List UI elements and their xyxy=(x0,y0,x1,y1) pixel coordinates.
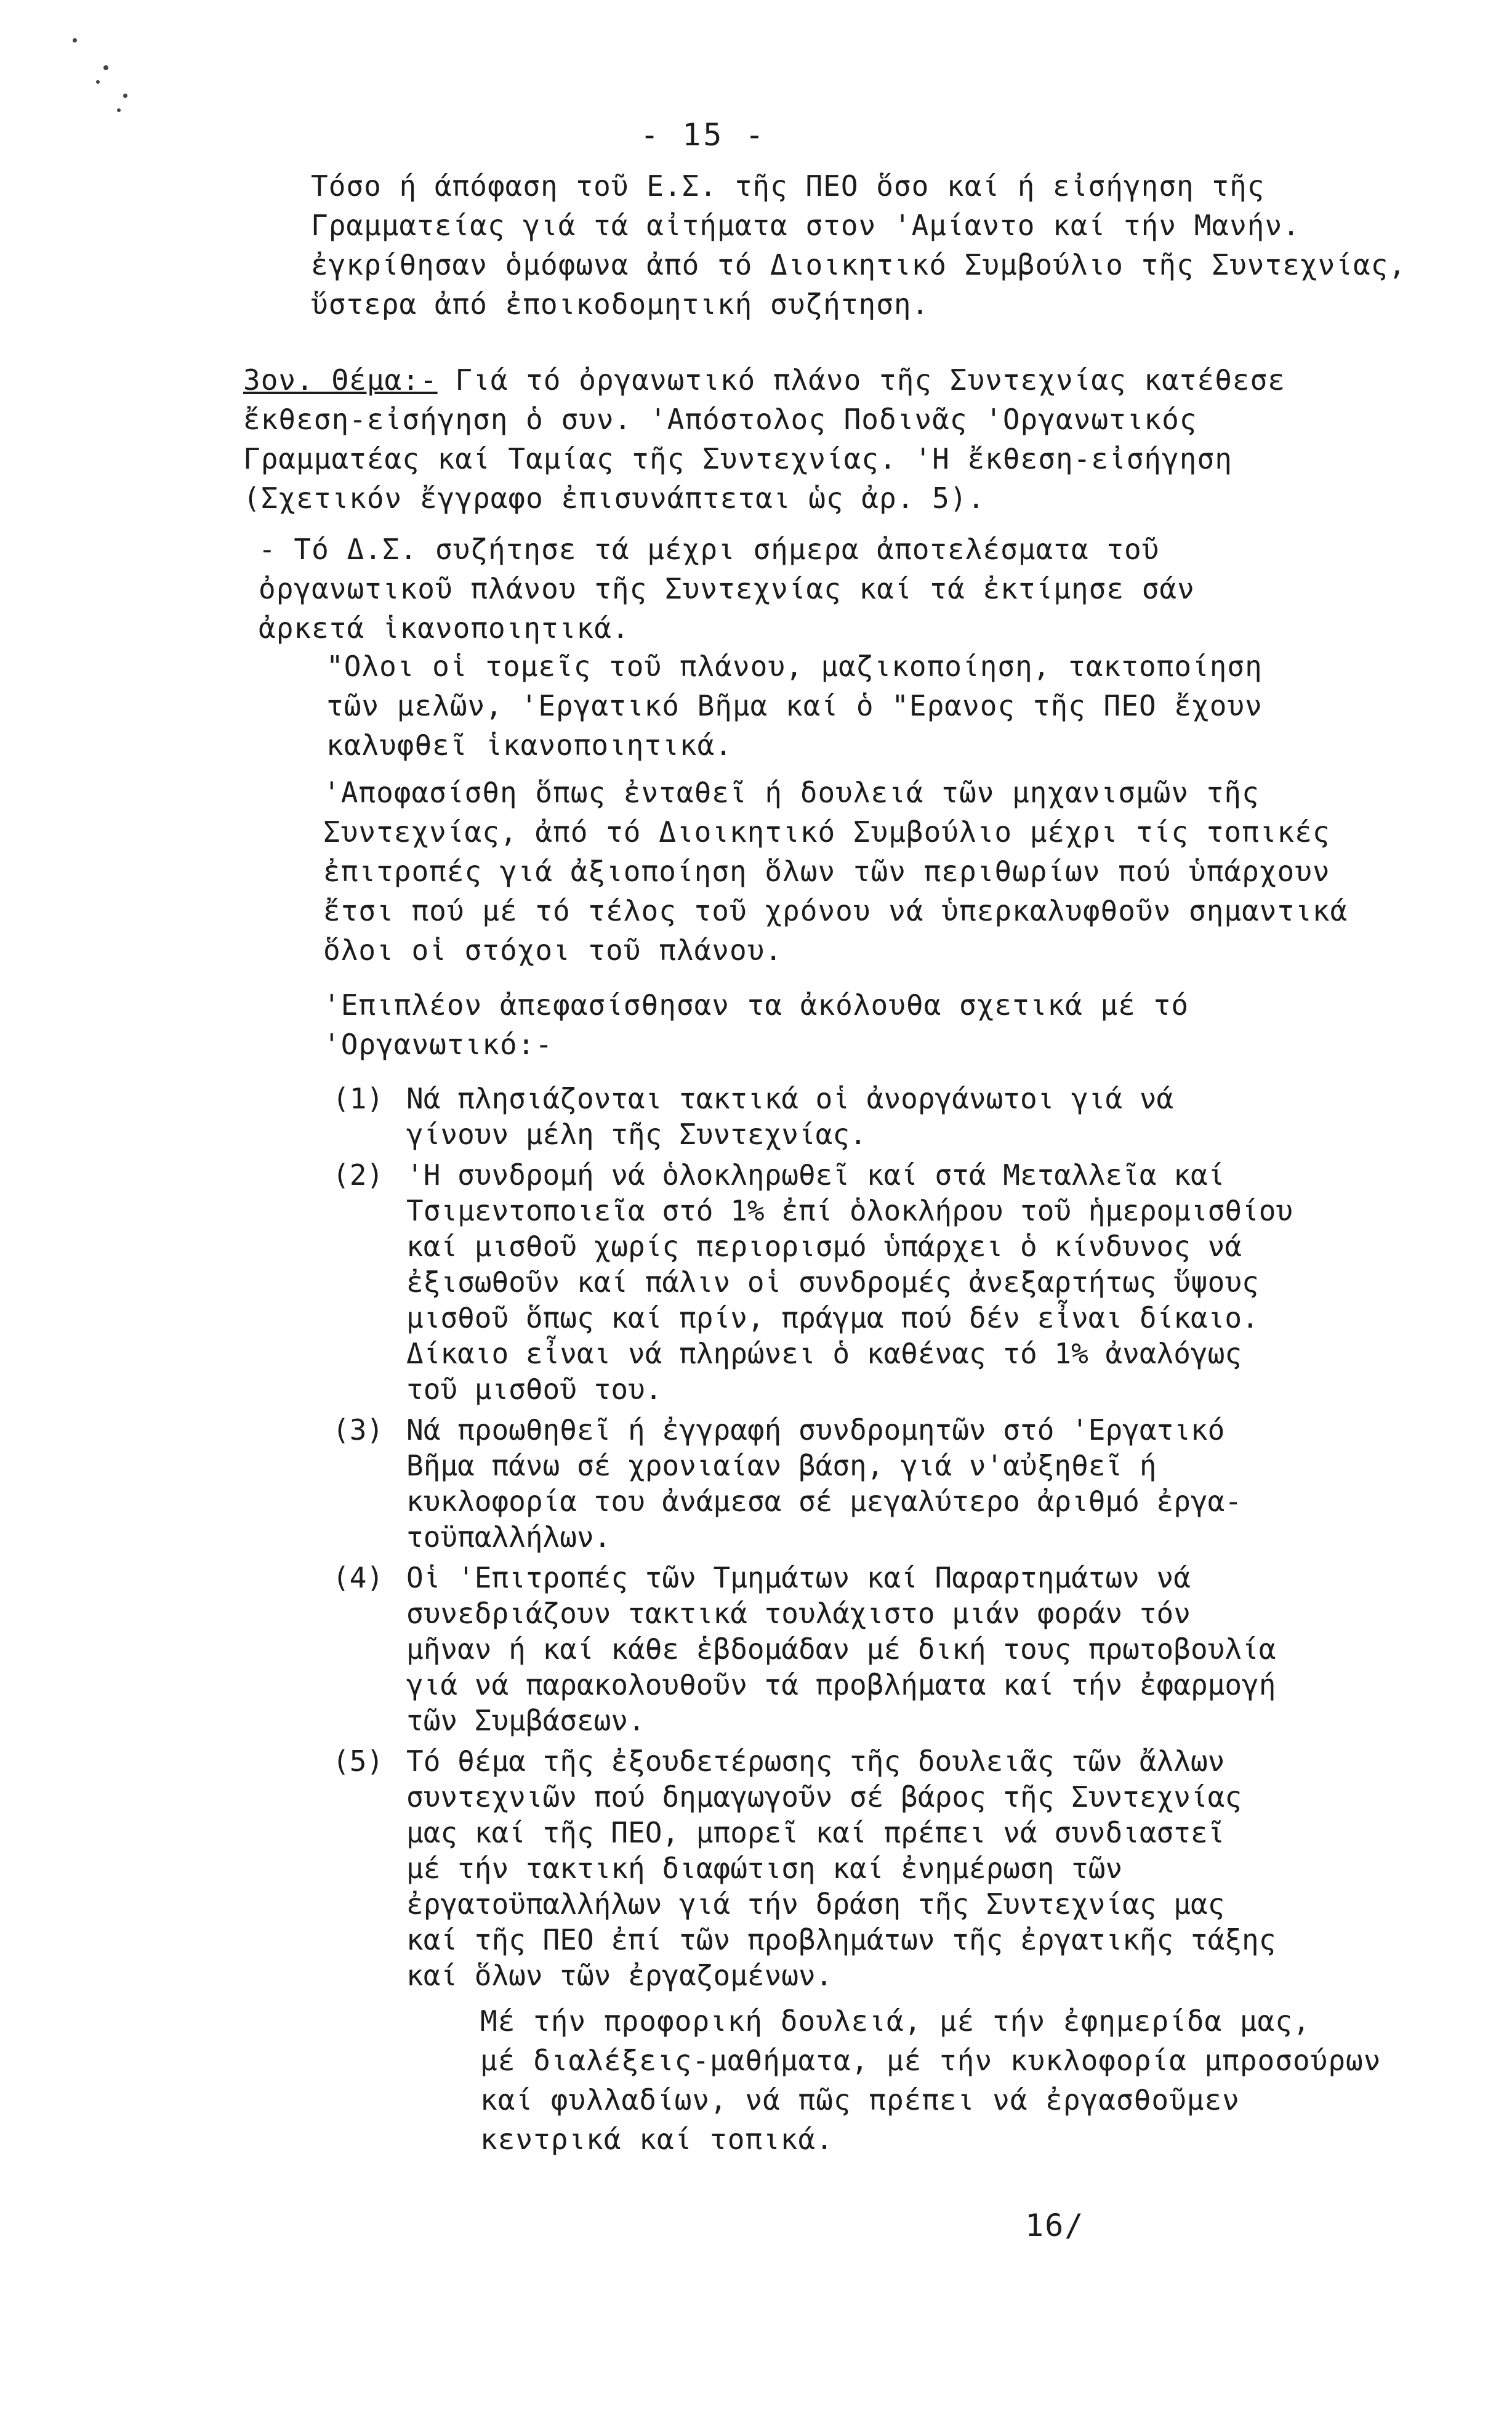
text-line: μέ τήν τακτική διαφώτιση καί ἐνημέρωση τῶν xyxy=(406,1852,1123,1885)
text-line: καί μισθοῦ χωρίς περιορισμό ὑπάρχει ὁ κίνδυνος νά xyxy=(406,1230,1242,1263)
list-item-body xyxy=(406,1157,1293,1407)
list-item-number: (1) xyxy=(332,1082,384,1115)
list-item xyxy=(332,1157,1293,1407)
text-line: ἐξισωθοῦν καί πάλιν οἱ συνδρομές ἀνεξαρτήτως ὕψους xyxy=(406,1265,1259,1299)
text-line: ἐπιτροπές γιά ἀξιοποίηση ὅλων τῶν περιθωρίων πού ὑπάρχουν xyxy=(323,855,1330,888)
text-line: Γραμματέας καί Ταμίας τῆς Συντεχνίας. 'Η ἔκθεση-εἰσήγηση xyxy=(243,442,1233,475)
text-line: καλυφθεῖ ἱκανοποιητικά. xyxy=(326,728,733,762)
paragraph-closing xyxy=(480,2001,1381,2159)
list-item-number: (4) xyxy=(332,1561,384,1594)
list-item-body xyxy=(406,1081,1293,1152)
text-line: - Τό Δ.Σ. συζήτησε τά μέχρι σήμερα ἀποτελέσματα τοῦ xyxy=(259,533,1160,566)
text-line: ἀρκετά ἱκανοποιητικά. xyxy=(259,611,630,645)
numbered-list xyxy=(332,1081,1293,1998)
text-fragment: Γιά τό ὀργανωτικό πλάνο τῆς Συντεχνίας κατέθεσε xyxy=(437,363,1285,397)
text-line: τῶν Συμβάσεων. xyxy=(406,1704,645,1737)
text-line: ὀργανωτικοῦ πλάνου τῆς Συντεχνίας καί τά ἐκτίμησε σάν xyxy=(259,572,1195,605)
text-line: Νά πλησιάζονται τακτικά οἱ ἀνοργάνωτοι γιά νά xyxy=(406,1082,1174,1115)
text-line: Γραμματείας γιά τά αἰτήματα στον 'Αμίαντο καί τήν Μανήν. xyxy=(311,209,1300,242)
text-line: 'Επιπλέον ἀπεφασίσθησαν τα ἀκόλουθα σχετικά μέ τό xyxy=(323,988,1189,1022)
text-line: μισθοῦ ὅπως καί πρίν, πράγμα πού δέν εἶναι δίκαιο. xyxy=(406,1301,1259,1334)
text-line: μέ διαλέξεις-μαθήματα, μέ τήν κυκλοφορία μπροσούρων xyxy=(480,2044,1381,2077)
paragraph-plan-sectors xyxy=(326,647,1263,765)
text-line: 'Η συνδρομή νά ὁλοκληρωθεῖ καί στά Μεταλλεῖα καί xyxy=(406,1158,1225,1192)
text-line: μῆναν ή καί κάθε ἑβδομάδαν μέ δική τους πρωτοβουλία xyxy=(406,1632,1276,1666)
text-line: Τσιμεντοποιεῖα στό 1% ἐπί ὁλοκλήρου τοῦ ἡμερομισθίου xyxy=(406,1194,1293,1227)
paragraph-decision xyxy=(323,773,1348,970)
text-line: ἔτσι πού μέ τό τέλος τοῦ χρόνου νά ὑπερκαλυφθοῦν σημαντικά xyxy=(323,894,1348,927)
text-line: ἐργατοϋπαλλήλων γιά τήν δράση τῆς Συντεχνίας μας xyxy=(406,1887,1225,1921)
text-line: (Σχετικόν ἔγγραφο ἐπισυνάπτεται ὡς ἀρ. 5). xyxy=(243,482,986,515)
text-line: Συντεχνίας, ἀπό τό Διοικητικό Συμβούλιο μέχρι τίς τοπικές xyxy=(323,815,1330,849)
text-line: κεντρικά καί τοπικά. xyxy=(480,2123,834,2156)
list-item-number: (3) xyxy=(332,1413,384,1447)
paragraph-approval xyxy=(311,166,1406,324)
text-line: Βῆμα πάνω σέ χρονιαίαν βάση, γιά ν'αὐξηθεῖ ή xyxy=(406,1449,1157,1482)
text-line: Δίκαιο εἶναι νά πληρώνει ὁ καθένας τό 1% ἀναλόγως xyxy=(406,1337,1242,1370)
list-item xyxy=(332,1412,1293,1555)
text-line: τοϋπαλλήλων. xyxy=(406,1520,611,1554)
text-line: γιά νά παρακολουθοῦν τά προβλήματα καί τήν ἐφαρμογή xyxy=(406,1668,1276,1701)
list-item-body xyxy=(406,1412,1293,1555)
text-line: ἔκθεση-εἰσήγηση ὁ συν. 'Απόστολος Ποδινᾶς 'Οργανωτικός xyxy=(243,403,1197,436)
text-line: συντεχνιῶν πού δημαγωγοῦν σέ βάρος τῆς Συντεχνίας xyxy=(406,1780,1242,1814)
text-line: Νά προωθηθεῖ ή ἐγγραφή συνδρομητῶν στό 'Εργατικό xyxy=(406,1413,1225,1447)
list-item-body xyxy=(406,1743,1293,1993)
list-item xyxy=(332,1081,1293,1152)
scan-speck xyxy=(73,38,77,42)
text-line: συνεδριάζουν τακτικά τουλάχιστο μιάν φοράν τόν xyxy=(406,1597,1191,1630)
text-line: ὅλοι οἱ στόχοι τοῦ πλάνου. xyxy=(323,934,783,967)
text-line xyxy=(243,360,1285,400)
list-item-number: (2) xyxy=(332,1158,384,1192)
text-line: Οἱ 'Επιτροπές τῶν Τμημάτων καί Παραρτημάτων νά xyxy=(406,1561,1191,1594)
scan-speck xyxy=(117,108,121,112)
topic-heading: 3ον. Θέμα:- xyxy=(243,363,438,397)
text-line: καί ὅλων τῶν ἐργαζομένων. xyxy=(406,1959,833,1992)
text-line: καί τῆς ΠΕΟ ἐπί τῶν προβλημάτων τῆς ἐργατικῆς τάξης xyxy=(406,1923,1276,1956)
page-number: - 15 - xyxy=(640,117,766,153)
scan-speck xyxy=(123,94,127,98)
text-line: μας καί τῆς ΠΕΟ, μπορεῖ καί πρέπει νά συνδιαστεῖ xyxy=(406,1816,1225,1849)
text-line: κυκλοφορία του ἀνάμεσα σέ μεγαλύτερο ἀριθμό ἐργα- xyxy=(406,1485,1242,1518)
list-item-number: (5) xyxy=(332,1745,384,1778)
text-line: γίνουν μέλη τῆς Συντεχνίας. xyxy=(406,1118,867,1151)
text-line: Τόσο ή άπόφαση τοῦ Ε.Σ. τῆς ΠΕΟ ὅσο καί ή εἰσήγηση τῆς xyxy=(311,169,1265,203)
text-line: 'Αποφασίσθη ὅπως ἐνταθεῖ ή δουλειά τῶν μηχανισμῶν τῆς xyxy=(323,776,1260,809)
next-page-marker: 16/ xyxy=(1025,2208,1085,2243)
paragraph-board-discussion xyxy=(259,530,1195,648)
text-line: Τό θέμα τῆς ἐξουδετέρωσης τῆς δουλειᾶς τῶν ἄλλων xyxy=(406,1745,1225,1778)
scan-speck xyxy=(103,65,108,70)
text-line: Μέ τήν προφορική δουλειά, μέ τήν ἐφημερίδα μας, xyxy=(480,2004,1311,2038)
text-line: καί φυλλαδίων, νά πῶς πρέπει νά ἐργασθοῦμεν xyxy=(480,2083,1240,2116)
list-item-body xyxy=(406,1560,1293,1738)
text-line: 'Οργανωτικό:- xyxy=(323,1028,553,1061)
text-line: ὕστερα ἀπό ἐποικοδομητική συζήτηση. xyxy=(311,288,930,321)
paragraph-topic-3 xyxy=(243,360,1285,518)
text-line: "Ολοι οἱ τομεῖς τοῦ πλάνου, μαζικοποίηση, τακτοποίηση xyxy=(326,650,1263,683)
scan-speck xyxy=(96,80,100,84)
paragraph-additional-decisions xyxy=(323,985,1189,1064)
list-item xyxy=(332,1743,1293,1993)
list-item xyxy=(332,1560,1293,1738)
text-line: τῶν μελῶν, 'Εργατικό Βῆμα καί ὁ "Ερανος τῆς ΠΕΟ ἔχουν xyxy=(326,689,1263,722)
text-line: ἐγκρίθησαν ὁμόφωνα ἀπό τό Διοικητικό Συμβούλιο τῆς Συντεχνίας, xyxy=(311,248,1407,281)
text-line: τοῦ μισθοῦ του. xyxy=(406,1373,662,1406)
